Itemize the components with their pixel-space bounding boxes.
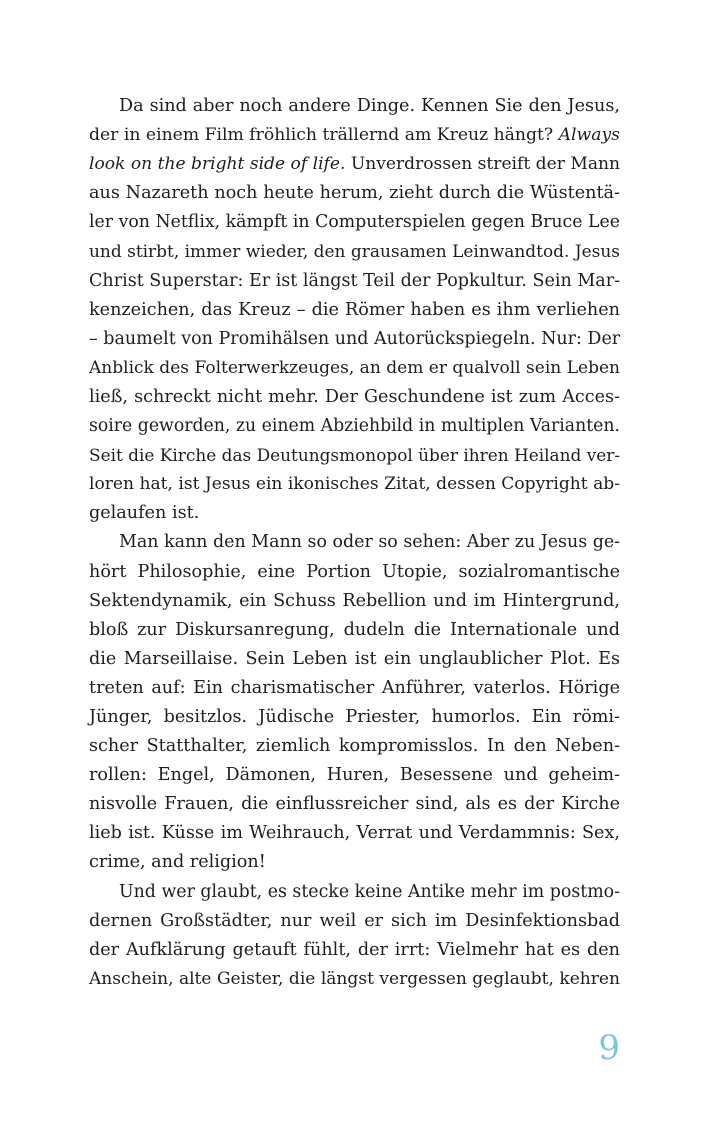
text-line: soire geworden, zu einem Abziehbild in multiplen Varianten. (89, 416, 620, 437)
text-line: Sektendynamik, ein Schuss Rebellion und im Hintergrund, (89, 590, 620, 611)
text-line: und stirbt, immer wieder, den grausamen Leinwandtod. Jesus (89, 241, 620, 262)
text-line: lieb ist. Küsse im Weihrauch, Verrat und Verdammnis: Sex, (89, 823, 620, 844)
text-line: Anschein, alte Geister, die längst vergessen geglaubt, kehren (89, 968, 620, 989)
text-span: Unverdrossen streift der Mann (345, 154, 620, 175)
text-line: Da sind aber noch andere Dinge. Kennen Sie den Jesus, (119, 96, 620, 116)
paragraph-3 (89, 878, 620, 994)
text-line: gelaufen ist. (89, 503, 200, 524)
text-line: Anblick des Folterwerkzeuges, an dem er qualvoll sein Leben (89, 357, 620, 378)
text-line: Man kann den Mann so oder so sehen: Aber zu Jesus ge- (119, 532, 621, 553)
text-line: Christ Superstar: Er ist längst Teil der Popkultur. Sein Mar- (89, 270, 621, 291)
text-line: Jünger, besitzlos. Jüdische Priester, humorlos. Ein römi- (89, 706, 620, 727)
italic-text: Always (558, 125, 620, 146)
text-line (89, 121, 620, 150)
text-line: aus Nazareth noch heute herum, zieht durch die Wüstentä- (89, 183, 620, 204)
text-line: die Marseillaise. Sein Leben ist ein unglaublicher Plot. Es (89, 648, 620, 669)
text-line: Seit die Kirche das Deutungsmonopol über ihren Heiland ver- (89, 445, 621, 466)
text-line: loren hat, ist Jesus ein ikonisches Zitat, dessen Copyright ab- (89, 474, 620, 495)
page-number: 9 (598, 1028, 620, 1068)
text-line: treten auf: Ein charismatischer Anführer, vaterlos. Hörige (89, 677, 620, 698)
text-line: hört Philosophie, eine Portion Utopie, sozialromantische (89, 561, 620, 582)
text-line: Und wer glaubt, es stecke keine Antike mehr im postmo- (119, 881, 620, 902)
text-line: ließ, schreckt nicht mehr. Der Geschundene ist zum Acces- (89, 386, 620, 407)
text-line: bloß zur Diskursanregung, dudeln die Internationale und (89, 619, 620, 640)
text-line: dernen Großstädter, nur weil er sich im Desinfektionsbad (89, 910, 620, 931)
text-line: – baumelt von Promihälsen und Autorückspiegeln. Nur: Der (89, 328, 621, 349)
book-page-text (89, 92, 620, 994)
text-span: der in einem Film fröhlich trällernd am Kreuz hängt? (89, 125, 559, 146)
paragraph-1 (89, 92, 620, 528)
text-line: kenzeichen, das Kreuz – die Römer haben es ihm verliehen (89, 299, 620, 320)
text-line: ler von Netflix, kämpft in Computerspielen gegen Bruce Lee (89, 212, 620, 233)
text-line: nisvolle Frauen, die einflussreicher sind, als es der Kirche (89, 794, 620, 815)
text-line (89, 150, 620, 179)
text-line: crime, and religion! (89, 852, 266, 873)
text-line: rollen: Engel, Dämonen, Huren, Besessene und geheim- (89, 765, 620, 786)
italic-text: look on the bright side of life. (89, 154, 346, 175)
text-line: der Aufklärung getauft fühlt, der irrt: Vielmehr hat es den (89, 939, 620, 960)
text-line: scher Statthalter, ziemlich kompromisslos. In den Neben- (89, 736, 620, 757)
paragraph-2 (89, 528, 620, 877)
